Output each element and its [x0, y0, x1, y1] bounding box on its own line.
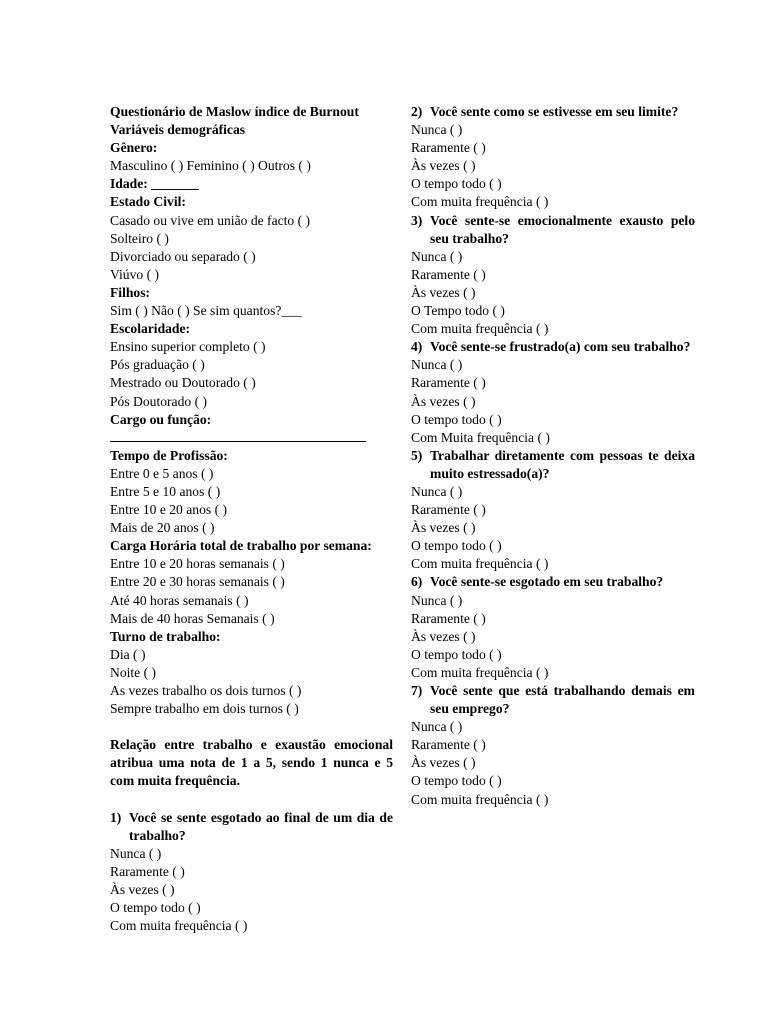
- marital-option: Casado ou vive em união de facto ( ): [110, 212, 311, 228]
- question-4: [411, 338, 695, 356]
- question-number: 4): [411, 339, 423, 355]
- question-text: Você sente-se esgotado em seu trabalho?: [430, 574, 664, 590]
- education-option: Mestrado ou Doutorado ( ): [110, 375, 256, 391]
- question-3: [411, 212, 695, 248]
- children-options: Sim ( ) Não ( ) Se sim quantos?___: [110, 303, 302, 319]
- profession-time-option: Entre 0 e 5 anos ( ): [110, 465, 214, 481]
- answer-option: Às vezes ( ): [411, 520, 476, 536]
- position-label: Cargo ou função:: [110, 411, 212, 427]
- question-number: 3): [411, 212, 423, 228]
- answer-option: Às vezes ( ): [411, 158, 476, 174]
- question-number: 6): [411, 574, 423, 590]
- answer-option: Nunca ( ): [411, 122, 463, 138]
- workload-option: Entre 10 e 20 horas semanais ( ): [110, 556, 285, 572]
- education-label: Escolaridade:: [110, 321, 191, 337]
- answer-option: O tempo todo ( ): [411, 176, 502, 192]
- left-column: [110, 103, 393, 935]
- question-number: 5): [411, 447, 423, 463]
- workload-option: Entre 20 e 30 horas semanais ( ): [110, 574, 285, 590]
- answer-option: Nunca ( ): [411, 357, 463, 373]
- children-label: Filhos:: [110, 284, 151, 300]
- answer-option: Com Muita frequência ( ): [411, 429, 550, 445]
- answer-option: Raramente ( ): [411, 266, 486, 282]
- workload-label: Carga Horária total de trabalho por semana:: [110, 538, 372, 554]
- answer-option: O tempo todo ( ): [411, 538, 502, 554]
- question-text: Você sente que está trabalhando demais em seu emprego?: [430, 683, 695, 717]
- answer-option: Raramente ( ): [411, 375, 486, 391]
- answer-option: Com muita frequência ( ): [411, 556, 549, 572]
- marital-option: Divorciado ou separado ( ): [110, 248, 256, 264]
- profession-time-option: Entre 10 e 20 anos ( ): [110, 502, 228, 518]
- answer-option: O tempo todo ( ): [411, 773, 502, 789]
- profession-time-option: Entre 5 e 10 anos ( ): [110, 483, 221, 499]
- answer-option: Às vezes ( ): [411, 284, 476, 300]
- education-option: Ensino superior completo ( ): [110, 339, 266, 355]
- answer-option: Nunca ( ): [110, 845, 162, 861]
- answer-option: O tempo todo ( ): [411, 646, 502, 662]
- shift-option: Dia ( ): [110, 646, 146, 662]
- question-number: 1): [110, 809, 122, 825]
- answer-option: Raramente ( ): [110, 863, 185, 879]
- answer-option: Às vezes ( ): [411, 393, 476, 409]
- shift-option: Noite ( ): [110, 664, 157, 680]
- answer-option: Com muita frequência ( ): [411, 664, 549, 680]
- answer-option: Nunca ( ): [411, 483, 463, 499]
- answer-option: Às vezes ( ): [411, 628, 476, 644]
- answer-option: Raramente ( ): [411, 737, 486, 753]
- question-text: Você sente-se emocionalmente exausto pelo seu trabalho?: [430, 212, 695, 246]
- answer-option: Às vezes ( ): [411, 755, 476, 771]
- question-text: Trabalhar diretamente com pessoas te deixa muito estressado(a)?: [430, 447, 695, 481]
- shift-label: Turno de trabalho:: [110, 628, 221, 644]
- question-5: [411, 447, 695, 483]
- education-option: Pós graduação ( ): [110, 357, 205, 373]
- question-text: Você se sente esgotado ao final de um dia de trabalho?: [129, 809, 393, 843]
- question-text: Você sente como se estivesse em seu limite?: [430, 104, 679, 119]
- education-option: Pós Doutorado ( ): [110, 393, 208, 409]
- answer-option: O Tempo todo ( ): [411, 303, 505, 319]
- answer-option: Com muita frequência ( ): [411, 791, 549, 807]
- answer-option: Com muita frequência ( ): [110, 918, 248, 934]
- answer-option: Raramente ( ): [411, 610, 486, 626]
- gender-label: Gênero:: [110, 140, 158, 156]
- profession-time-label: Tempo de Profissão:: [110, 447, 228, 463]
- question-number: 2): [411, 104, 423, 119]
- answer-option: O tempo todo ( ): [110, 900, 201, 916]
- workload-option: Mais de 40 horas Semanais ( ): [110, 610, 275, 626]
- marital-option: Solteiro ( ): [110, 230, 169, 246]
- section-subtitle: Variáveis demográficas: [110, 122, 246, 138]
- age-label: Idade: _______: [110, 176, 199, 192]
- answer-option: Raramente ( ): [411, 140, 486, 156]
- answer-option: O tempo todo ( ): [411, 411, 502, 427]
- answer-option: Nunca ( ): [411, 248, 463, 264]
- question-6: [411, 573, 695, 591]
- question-2: [411, 103, 695, 121]
- question-number: 7): [411, 683, 423, 698]
- profession-time-option: Mais de 20 anos ( ): [110, 520, 215, 536]
- position-answer-line: [110, 429, 393, 447]
- answer-option: Nunca ( ): [411, 719, 463, 735]
- question-7: [411, 682, 695, 718]
- workload-option: Até 40 horas semanais ( ): [110, 592, 249, 608]
- answer-option: Nunca ( ): [411, 592, 463, 608]
- question-text: Você sente-se frustrado(a) com seu trabalho?: [430, 339, 691, 355]
- gender-options: Masculino ( ) Feminino ( ) Outros ( ): [110, 158, 311, 174]
- instructions-paragraph: Relação entre trabalho e exaustão emocional atribua uma nota de 1 a 5, sendo 1 nunca e 5 com muita frequência.: [110, 737, 393, 789]
- question-1: [110, 809, 393, 845]
- right-column: [411, 103, 695, 809]
- marital-status-label: Estado Civil:: [110, 194, 186, 210]
- marital-option: Viúvo ( ): [110, 266, 160, 282]
- questionnaire-title: Questionário de Maslow índice de Burnout: [110, 104, 359, 119]
- shift-option: As vezes trabalho os dois turnos ( ): [110, 683, 302, 698]
- answer-option: Às vezes ( ): [110, 882, 175, 898]
- answer-option: Com muita frequência ( ): [411, 321, 549, 337]
- answer-option: Com muita frequência ( ): [411, 194, 549, 210]
- shift-option: Sempre trabalho em dois turnos ( ): [110, 701, 299, 717]
- answer-option: Raramente ( ): [411, 502, 486, 518]
